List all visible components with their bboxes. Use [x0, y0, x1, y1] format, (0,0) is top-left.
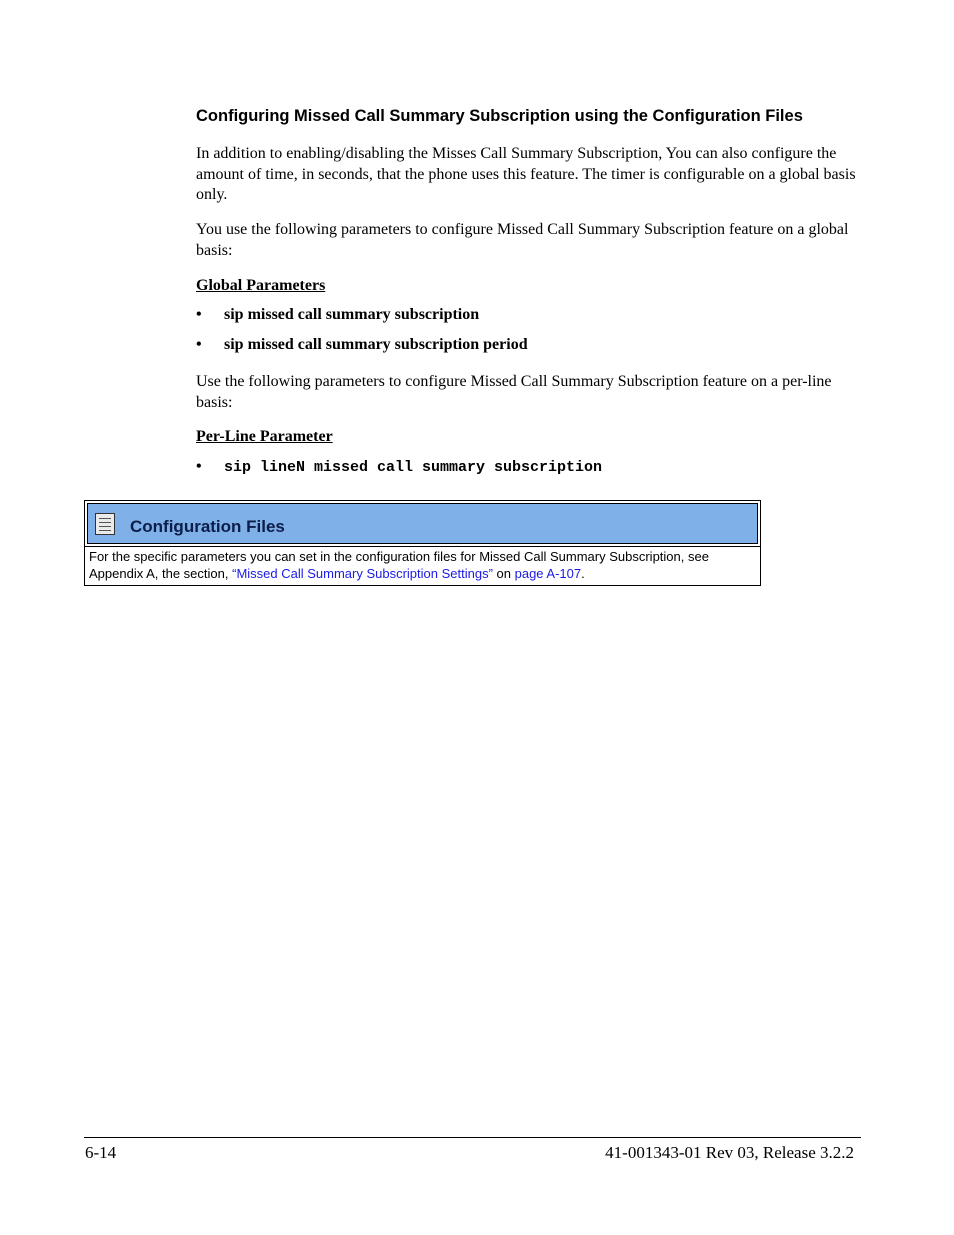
settings-section-link[interactable]: “Missed Call Summary Subscription Settings” — [232, 566, 493, 581]
note-text: . — [581, 566, 585, 581]
document-icon — [95, 513, 115, 535]
param-name: sip missed call summary subscription — [224, 306, 480, 323]
param-name: sip missed call summary subscription period — [224, 336, 528, 353]
footer-divider — [84, 1137, 861, 1138]
page-reference-link[interactable]: page A-107 — [514, 566, 582, 581]
note-body — [89, 548, 757, 582]
document-id: 41-001343-01 Rev 03, Release 3.2.2 — [605, 1143, 854, 1162]
note-text: on — [492, 566, 515, 581]
bullet-icon: • — [196, 306, 202, 323]
perline-intro-paragraph: Use the following parameters to configure Missed Call Summary Subscription feature on a per-line basis: — [196, 373, 832, 411]
global-intro-paragraph: You use the following parameters to configure Missed Call Summary Subscription feature on a global basis: — [196, 221, 849, 259]
note-text: For the specific parameters you can set in the configuration files for Missed Call Summary Subscription, see Appendix A, the section, — [89, 549, 709, 581]
global-param-item — [196, 336, 528, 354]
global-param-item — [196, 306, 479, 324]
perline-parameter-heading: Per-Line Parameter — [196, 428, 333, 445]
section-heading: Configuring Missed Call Summary Subscription using the Configuration Files — [196, 107, 803, 125]
global-parameters-heading: Global Parameters — [196, 277, 326, 294]
note-title: Configuration Files — [130, 517, 285, 536]
perline-param-item — [196, 458, 602, 476]
configuration-files-note — [84, 500, 761, 586]
bullet-icon: • — [196, 458, 202, 475]
intro-paragraph: In addition to enabling/disabling the Misses Call Summary Subscription, You can also configure the amount of time, in seconds, that the phone uses this feature. The timer is configurable on a global basis only. — [196, 145, 856, 203]
param-name: sip lineN missed call summary subscription — [224, 459, 603, 476]
note-divider — [85, 546, 760, 547]
page-number: 6-14 — [85, 1143, 117, 1162]
bullet-icon: • — [196, 336, 202, 353]
note-header — [87, 503, 758, 544]
